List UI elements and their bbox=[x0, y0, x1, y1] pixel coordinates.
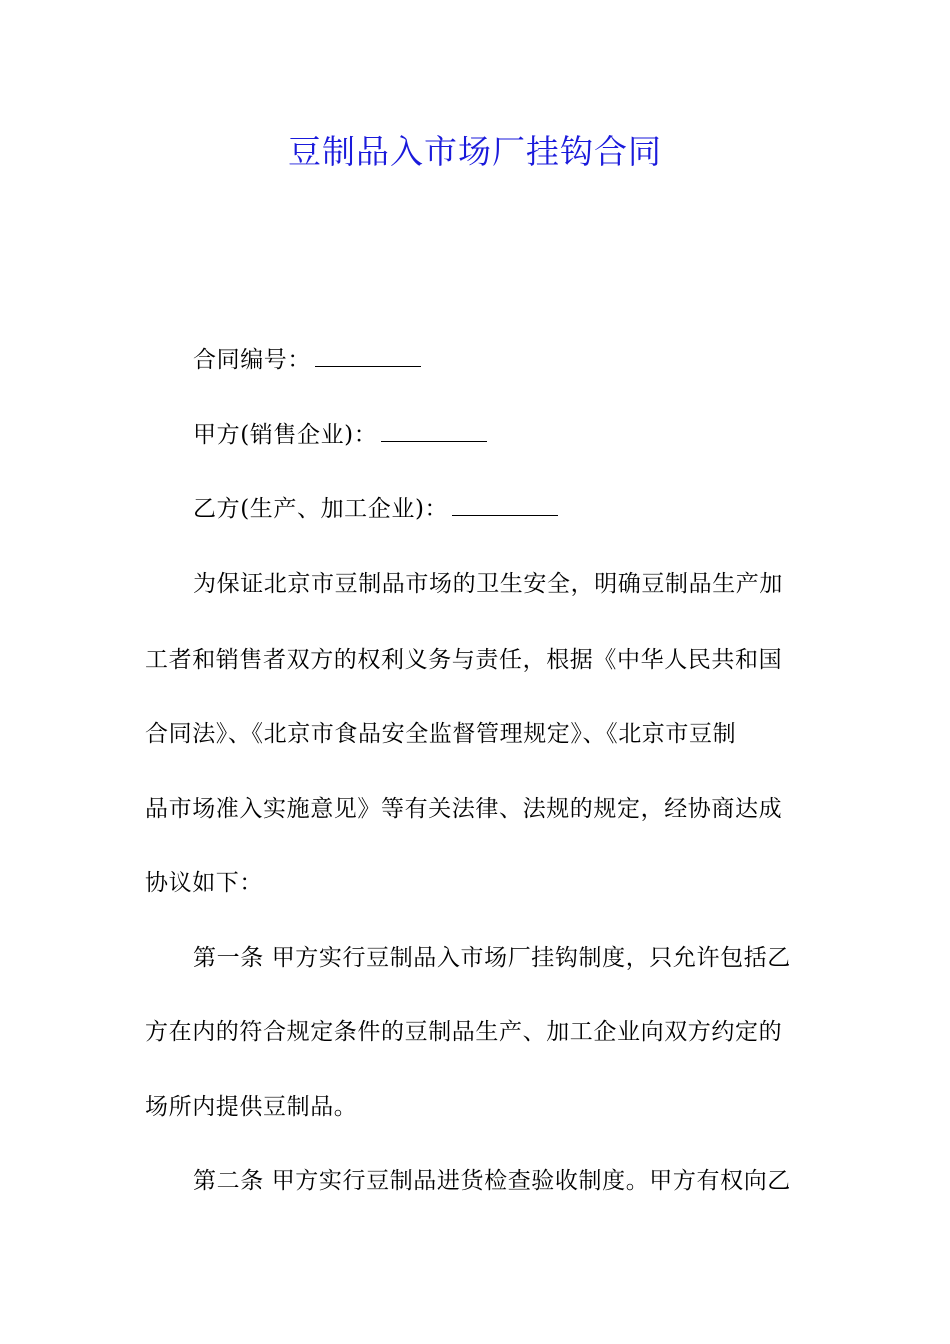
article-1-line: 方在内的符合规定条件的豆制品生产、加工企业向双方约定的 bbox=[145, 1019, 783, 1045]
preamble-line: 协议如下： bbox=[145, 870, 263, 896]
article-1-line: 场所内提供豆制品。 bbox=[145, 1094, 358, 1120]
party-b-field bbox=[193, 489, 810, 529]
document-title: 豆制品入市场厂挂钩合同 bbox=[288, 132, 662, 171]
party-a-label: 甲方(销售企业)： bbox=[193, 422, 378, 448]
preamble-line: 为保证北京市豆制品市场的卫生安全，明确豆制品生产加 bbox=[193, 571, 783, 597]
preamble-line: 工者和销售者双方的权利义务与责任，根据《中华人民共和国 bbox=[145, 647, 783, 673]
preamble-line: 合同法》、《北京市食品安全监督管理规定》、《北京市豆制 bbox=[145, 721, 737, 747]
party-a-field bbox=[193, 415, 810, 455]
article-1-line: 第一条 甲方实行豆制品入市场厂挂钩制度，只允许包括乙 bbox=[193, 945, 791, 971]
contract-number-field bbox=[193, 340, 810, 380]
party-a-blank[interactable] bbox=[381, 417, 487, 442]
contract-number-label: 合同编号： bbox=[193, 347, 311, 373]
preamble-line: 品市场准入实施意见》等有关法律、法规的规定，经协商达成 bbox=[145, 796, 783, 822]
party-b-label: 乙方(生产、加工企业)： bbox=[193, 496, 449, 522]
party-b-blank[interactable] bbox=[452, 491, 558, 516]
contract-number-blank[interactable] bbox=[315, 342, 421, 367]
article-2-line: 第二条 甲方实行豆制品进货检查验收制度。甲方有权向乙 bbox=[193, 1168, 791, 1194]
